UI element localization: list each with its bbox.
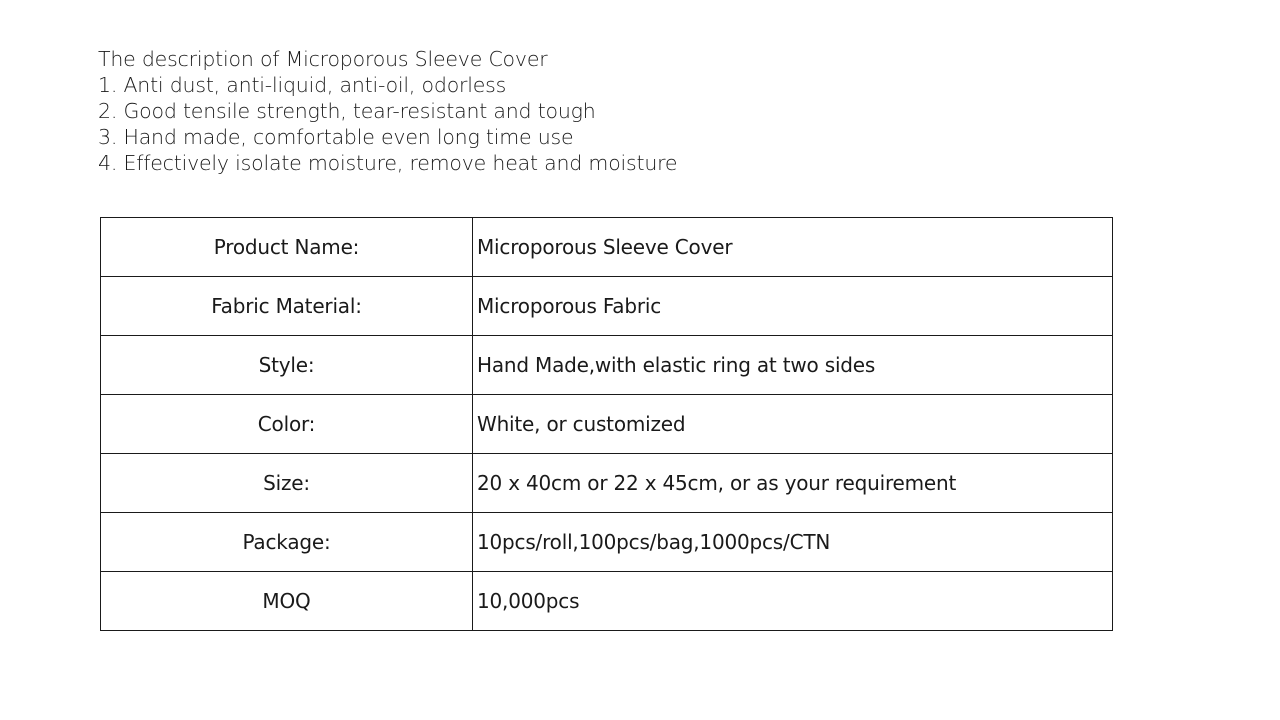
table-row xyxy=(101,336,1113,395)
table-row xyxy=(101,513,1113,572)
description-point: 2. Good tensile strength, tear-resistant and tough xyxy=(98,99,596,123)
spec-value-moq: 10,000pcs xyxy=(473,572,1113,631)
spec-value-package: 10pcs/roll,100pcs/bag,1000pcs/CTN xyxy=(473,513,1113,572)
spec-value-fabric-material: Microporous Fabric xyxy=(473,277,1113,336)
spec-label-color: Color: xyxy=(101,395,473,454)
table-row xyxy=(101,454,1113,513)
spec-value-style: Hand Made,with elastic ring at two sides xyxy=(473,336,1113,395)
spec-value-size: 20 x 40cm or 22 x 45cm, or as your requirement xyxy=(473,454,1113,513)
description-point: 4. Effectively isolate moisture, remove heat and moisture xyxy=(98,151,678,175)
description-title: The description of Microporous Sleeve Cover xyxy=(98,47,548,71)
spec-label-moq: MOQ xyxy=(101,572,473,631)
spec-label-fabric-material: Fabric Material: xyxy=(101,277,473,336)
specifications-table xyxy=(100,217,1113,631)
product-description xyxy=(98,46,677,176)
spec-label-product-name: Product Name: xyxy=(101,218,473,277)
description-point: 1. Anti dust, anti-liquid, anti-oil, odorless xyxy=(98,73,507,97)
spec-label-size: Size: xyxy=(101,454,473,513)
table-row xyxy=(101,218,1113,277)
table-row xyxy=(101,277,1113,336)
table-row xyxy=(101,395,1113,454)
description-point: 3. Hand made, comfortable even long time use xyxy=(98,125,574,149)
spec-label-style: Style: xyxy=(101,336,473,395)
spec-value-product-name: Microporous Sleeve Cover xyxy=(473,218,1113,277)
spec-value-color: White, or customized xyxy=(473,395,1113,454)
spec-label-package: Package: xyxy=(101,513,473,572)
table-row xyxy=(101,572,1113,631)
